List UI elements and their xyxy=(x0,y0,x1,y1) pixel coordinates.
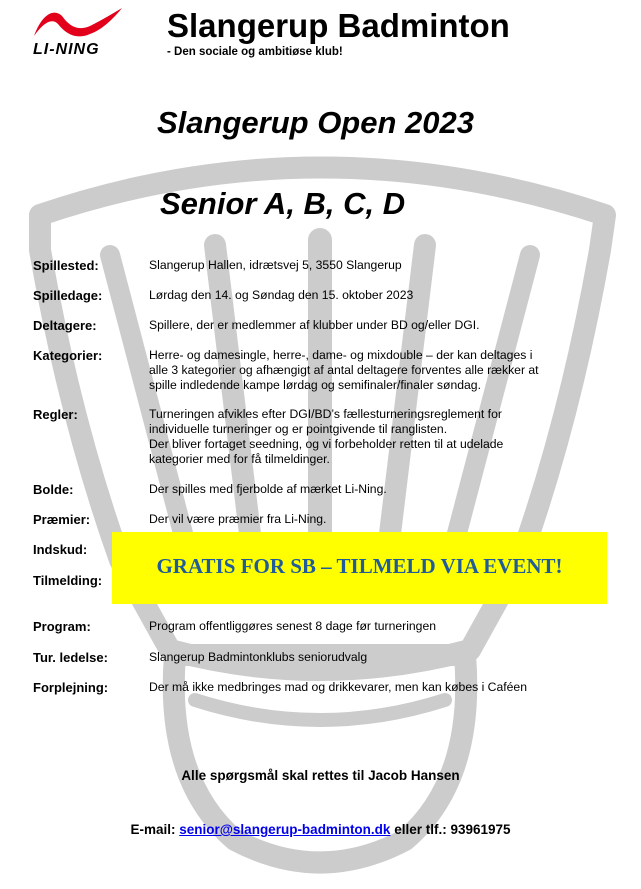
shuttlecock-cork-ring xyxy=(195,700,445,720)
label-tur-ledelse: Tur. ledelse: xyxy=(33,650,108,665)
value-line: Slangerup Hallen, idrætsvej 5, 3550 Slangerup xyxy=(149,258,402,272)
label-forplejning: Forplejning: xyxy=(33,680,109,695)
value-line: individuelle turneringer og er pointgivende til ranglisten. xyxy=(149,422,448,436)
label-regler: Regler: xyxy=(33,407,78,422)
free-entry-banner xyxy=(112,532,607,604)
value-program xyxy=(149,619,604,634)
value-line: Der vil være præmier fra Li-Ning. xyxy=(149,512,327,526)
value-line: Der bliver fortaget seedning, og vi forbeholder retten til at udelade xyxy=(149,437,504,451)
li-ning-logo-text: LI-NING xyxy=(33,41,100,58)
li-ning-swoosh xyxy=(34,8,122,36)
value-bolde xyxy=(149,482,604,497)
value-kategorier xyxy=(149,348,604,393)
value-line: Der spilles med fjerbolde af mærket Li-Ning. xyxy=(149,482,387,496)
label-spilledage: Spilledage: xyxy=(33,288,103,303)
label-deltagere: Deltagere: xyxy=(33,318,97,333)
value-line: Turneringen afvikles efter DGI/BD’s fællesturneringsreglement for xyxy=(149,407,502,421)
contact-line xyxy=(0,822,641,837)
event-categories-title: Senior A, B, C, D xyxy=(160,186,406,221)
club-name: Slangerup Badminton xyxy=(167,7,510,44)
value-deltagere xyxy=(149,318,604,333)
label-kategorier: Kategorier: xyxy=(33,348,103,363)
value-spillested xyxy=(149,258,604,273)
event-title: Slangerup Open 2023 xyxy=(157,105,474,140)
label-bolde: Bolde: xyxy=(33,482,74,497)
email-link[interactable]: senior@slangerup-badminton.dk xyxy=(179,822,391,837)
free-entry-banner-text: GRATIS FOR SB – TILMELD VIA EVENT! xyxy=(156,554,563,578)
label-tilmelding: Tilmelding: xyxy=(33,573,103,588)
value-line: Slangerup Badmintonklubs seniorudvalg xyxy=(149,650,368,664)
value-line: Lørdag den 14. og Søndag den 15. oktober 2023 xyxy=(149,288,414,302)
value-regler xyxy=(149,407,604,467)
value-tur-ledelse xyxy=(149,650,604,665)
value-forplejning xyxy=(149,680,604,695)
value-line: Spillere, der er medlemmer af klubber under BD og/eller DGI. xyxy=(149,318,480,332)
value-line: kategorier med for få tilmeldinger. xyxy=(149,452,330,466)
label-indskud: Indskud: xyxy=(33,542,88,557)
value-line: Der må ikke medbringes mad og drikkevarer, men kan købes i Caféen xyxy=(149,680,527,694)
label-program: Program: xyxy=(33,619,91,634)
value-line: alle 3 kategorier og afhængigt af antal deltagere forventes alle rækker at xyxy=(149,363,539,377)
value-spilledage xyxy=(149,288,604,303)
value-line: Program offentliggøres senest 8 dage før turneringen xyxy=(149,619,437,633)
value-line: Herre- og damesingle, herre-, dame- og mixdouble – der kan deltages i xyxy=(149,348,533,362)
label-praemier: Præmier: xyxy=(33,512,91,527)
value-praemier xyxy=(149,512,604,527)
label-spillested: Spillested: xyxy=(33,258,99,273)
value-line: spille indledende kampe lørdag og semifinaler/finaler søndag. xyxy=(149,378,481,392)
club-tagline: - Den sociale og ambitiøse klub! xyxy=(167,46,343,58)
contact-question: Alle spørgsmål skal rettes til Jacob Hansen xyxy=(181,768,460,783)
phone-text: eller tlf.: 93961975 xyxy=(394,822,511,837)
email-label: E-mail: xyxy=(130,822,176,837)
